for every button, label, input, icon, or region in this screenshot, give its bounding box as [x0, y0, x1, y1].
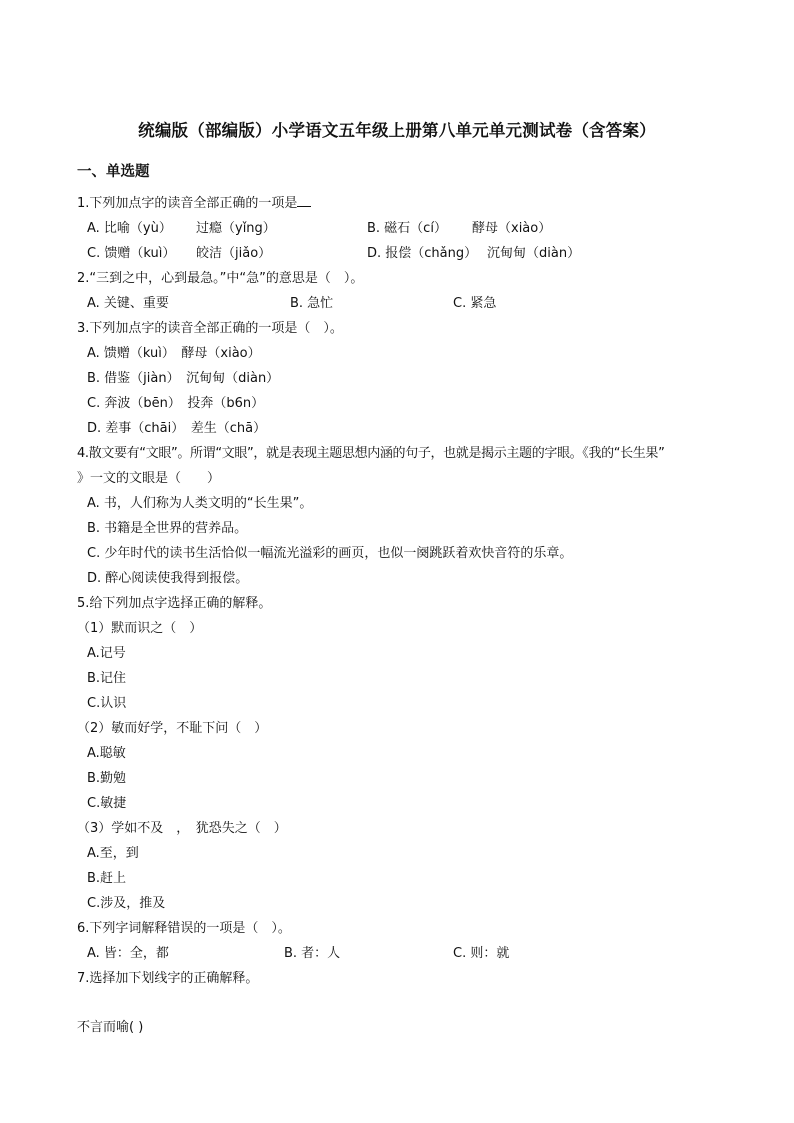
option-c[interactable]: C.涉及，推及	[87, 896, 166, 911]
option-c-part-1[interactable]: C. 馈赠（kuì）	[87, 246, 176, 261]
option-a[interactable]: A. 关键、重要	[87, 296, 169, 311]
option-c[interactable]: C.敏捷	[87, 796, 127, 811]
question-4-stem-line-1: 4.散文要有“文眼”。所谓“文眼”，就是表现主题思想内涵的句子，也就是揭示主题的字眼。《我的“长生果”	[77, 446, 665, 461]
option-c[interactable]: C.认识	[87, 696, 127, 711]
answer-blank[interactable]	[297, 194, 311, 207]
sub-question-3: （3）学如不及 ， 犹恐失之（ ）	[77, 821, 287, 836]
question-1-text: 1.下列加点字的读音全部正确的一项是	[77, 196, 298, 211]
option-a[interactable]: A.聪敏	[87, 746, 126, 761]
question-5-stem: 5.给下列加点字选择正确的解释。	[77, 596, 272, 611]
option-c-part-2: 皎洁（jiǎo）	[196, 246, 272, 261]
option-b[interactable]: B.勤勉	[87, 771, 127, 786]
question-3-stem: 3.下列加点字的读音全部正确的一项是（ ）。	[77, 321, 343, 336]
option-b[interactable]: B. 者：人	[284, 946, 341, 961]
option-b[interactable]: B.记住	[87, 671, 127, 686]
option-a[interactable]: A.至，到	[87, 846, 139, 861]
option-a[interactable]: A. 书，人们称为人类文明的“长生果”。	[87, 496, 313, 511]
option-c[interactable]: C. 奔波（bēn） 投奔（b6n）	[87, 396, 265, 411]
option-b[interactable]: B.赶上	[87, 871, 127, 886]
option-a-part-1[interactable]: A. 比喻（yù）	[87, 221, 172, 236]
question-2-stem: 2.“三到之中，心到最急。”中“急”的意思是（ ）。	[77, 271, 364, 286]
question-6-stem: 6.下列字词解释错误的一项是（ ）。	[77, 921, 291, 936]
option-a[interactable]: A. 皆：全，都	[87, 946, 169, 961]
option-b[interactable]: B. 急忙	[290, 296, 334, 311]
question-7-stem: 7.选择加下划线字的正确解释。	[77, 971, 259, 986]
question-1-stem	[77, 194, 311, 214]
option-a[interactable]: A.记号	[87, 646, 126, 661]
option-b-part-2: 酵母（xiào）	[472, 221, 552, 236]
option-a[interactable]: A. 馈赠（kuì） 酵母（xiào）	[87, 346, 261, 361]
option-c[interactable]: C. 则：就	[453, 946, 510, 961]
document-title: 统编版（部编版）小学语文五年级上册第八单元单元测试卷（含答案）	[138, 121, 656, 140]
option-b[interactable]: B. 借鉴（jiàn） 沉甸甸（diàn）	[87, 371, 280, 386]
option-c[interactable]: C. 少年时代的读书生活恰似一幅流光溢彩的画页，也似一阕跳跃着欢快音符的乐章。	[87, 546, 573, 561]
option-b[interactable]: B. 书籍是全世界的营养品。	[87, 521, 248, 536]
sub-question-2: （2）敏而好学，不耻下问（ ）	[77, 721, 268, 736]
option-d-part-2: 沉甸甸（diàn）	[487, 246, 581, 261]
question-7-item: 不言而喻( )	[77, 1020, 144, 1035]
question-4-stem-line-2: 》一文的文眼是（ ）	[77, 471, 221, 486]
option-a-part-2: 过瘾（yǐng）	[196, 221, 276, 236]
section-heading: 一、单选题	[77, 164, 150, 180]
option-d[interactable]: D. 醉心阅读使我得到报偿。	[87, 571, 249, 586]
option-c[interactable]: C. 紧急	[453, 296, 497, 311]
sub-question-1: （1）默而识之（ ）	[77, 621, 203, 636]
option-d-part-1[interactable]: D. 报偿（chǎng）	[367, 246, 478, 261]
option-d[interactable]: D. 差事（chāi） 差生（chā）	[87, 421, 267, 436]
option-b-part-1[interactable]: B. 磁石（cí）	[367, 221, 447, 236]
